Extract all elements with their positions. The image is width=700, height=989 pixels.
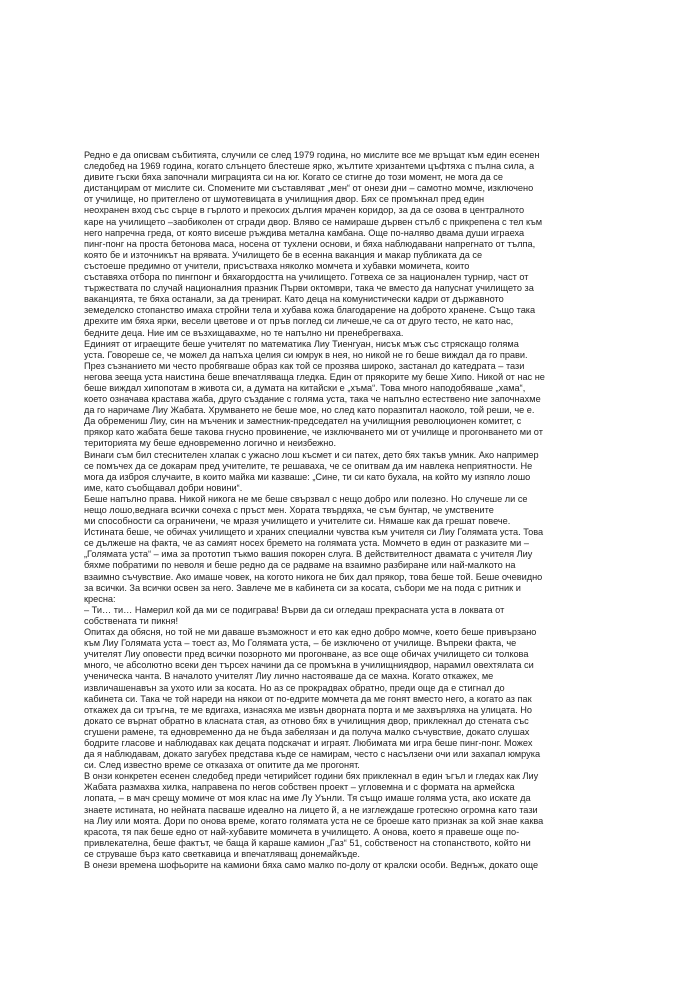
text-line: „Голямата уста“ – има за прототип тъкмо вашия покорен слуга. В действителност двамата с учителя Лиу bbox=[84, 549, 533, 560]
text-line: която бе и източникът на врявата. Училището бе в есенна ваканция и макар публиката да се bbox=[84, 249, 483, 260]
text-line: Единият от играещите беше учителят по математика Лиу Тиенгуан, нисък мъж със стряскащо голяма bbox=[84, 338, 519, 349]
text-line: ваканцията, те бяха останали, за да тренират. Като деца на комунистически кадри от държавното bbox=[84, 294, 504, 305]
text-line: много, че абсолютно всеки ден търсех начини да се промъкна в училищниядвор, нарамил овехтялата си bbox=[84, 660, 534, 671]
text-line: дистанцирам от мислите си. Спомените ми съставляват „мен“ от онези дни – самотно момче, изключено bbox=[84, 183, 534, 194]
text-line: съставяха отбора по пингпонг и бяхагордостта на училището. Готвеха се за национален турнир, част от bbox=[84, 272, 529, 283]
text-line: Опитах да обясня, но той не ми даваше възможност и ето как едно добро момче, което беше привързано bbox=[84, 627, 537, 638]
text-line: на Лиу или моята. Дори по онова време, когато голямата уста не се броеше като признак за кой знае каква bbox=[84, 815, 544, 826]
text-line: кабинета си. Така че той нареди на някои от по-едрите момчета да ме гонят вместо него, а когато аз пак bbox=[84, 693, 532, 704]
text-line: ученическа чанта. В началото учителят Лиу лично настояваше да се махна. Когато откажех, ме bbox=[84, 671, 494, 682]
text-line: неохранен вход със сърце в гърлото и прекосих дългия мрачен коридор, за да се озова в централното bbox=[84, 205, 525, 216]
text-line: Да обремениш Лиу, син на мъченик и заместник-председател на училищния революционен комитет, с bbox=[84, 416, 522, 427]
text-line: земеделско стопанство имаха стройни тела и хубава кожа благодарение на доброто хранене. Също така bbox=[84, 305, 536, 316]
text-line: Беше напълно права. Никой никога не ме беше свързвал с нещо добро или полезно. Но случеше ли се bbox=[84, 493, 528, 504]
text-line: ми способности са ограничени, че мразя училището и учителите си. Нямаше как да грешат повече. bbox=[84, 516, 511, 527]
text-line: привлекателна, беше фактът, че баща й караше камион „Газ“ 51, собственост на стопанството, който ни bbox=[84, 837, 531, 848]
text-line: за всички. За всички освен за него. Завлече ме в кабинета си за косата, събори ме на пода с ритник и bbox=[84, 582, 521, 593]
text-line: прякор като жабата беше такова гнусно провинение, че изключването ми от училище и прогонването ми от bbox=[84, 427, 543, 438]
text-line: име, като съобщавал добри новини“. bbox=[84, 482, 243, 493]
text-line: каре на училището –заобиколен от сгради двор. Вляво се намираше дървен стълб с прикрепена с тел към bbox=[84, 216, 543, 227]
text-line: откажех да си тръгна, те ме вдигаха, изнасяха ме извън дворната порта и ме захвърляха на улицата. Но bbox=[84, 704, 533, 715]
text-line: красота, тя пак беше едно от най-хубавите момичета в училището. А онова, което я правеше още по- bbox=[84, 826, 520, 837]
text-line: дивите гъски бяха започнали миграцията си на юг. Когато се стигне до този момент, не мога да се bbox=[84, 172, 503, 183]
text-line: Жабата размахва хилка, направена по негов собствен проект – угловемна и с формата на армейска bbox=[84, 782, 515, 793]
text-line: взаимно съчувствие. Ако имаше човек, на когото никога не бих дал прякор, това беше той. Беше очевидно bbox=[84, 571, 543, 582]
text-line: негова зееща уста наистина беше впечатляваща гледка. Един от прякорите му беше Хипо. Никой от нас не bbox=[84, 371, 545, 382]
text-line: да го наричаме Лиу Жабата. Хрумването не беше мое, но след като поразпитал наоколо, той реши, че е. bbox=[84, 405, 535, 416]
text-line: В онзи конкретен есенен следобед преди четирийсет години бях приклекнал в един ъгъл и гледах как Лиу bbox=[84, 771, 539, 782]
text-line: През съзнанието ми често пробягваше образ как той се прозява широко, застанал до катедрата – тази bbox=[84, 360, 525, 371]
text-line: бедните деца. Ние им се възхищавахме, но те напълно ни пренебрегваха. bbox=[84, 327, 404, 338]
text-line: мога да изброя случаите, в които майка ми казваше: „Сине, ти си като бухала, на който му изпяло лошо bbox=[84, 471, 531, 482]
text-line: беше виждал хипопотам в живота си, а думата на китайски е „хъма“. Това много наподобяваше „хама“, bbox=[84, 382, 526, 393]
text-line: докато се върнат обратно в класната стая, аз отново бях в училищния двор, приклекнал до стената със bbox=[84, 715, 529, 726]
text-line: се дължеше на факта, че аз самият носех бремето на голямата уста. Момчето в един от разказите ми – bbox=[84, 538, 529, 549]
body-text bbox=[84, 150, 616, 871]
text-line: уста. Говореше се, че можел да напъха целия си юмрук в нея, но никой не го беше виждал да го прави. bbox=[84, 349, 528, 360]
text-line: пинг-понг на проста бетонова маса, носена от тухлени основи, и бяха наблюдавани напрегнато от тълпа, bbox=[84, 238, 536, 249]
text-line: сгушени рамене, та едновременно да не бъда забелязан и да получа малко съчувствие, докато слушах bbox=[84, 726, 530, 737]
text-line: Редно е да опиcвам събитията, случили се след 1979 година, но мислите все ме връщат към един есенен bbox=[84, 150, 540, 160]
text-line: него напречна греда, от която висеше ръждива метална камбана. Още по-наляво двама души играеха bbox=[84, 227, 525, 238]
text-line: бяхме побратими по неволя и беше редно да се радваме на взаимно разбиране или най-малкото на bbox=[84, 560, 516, 571]
text-line: собствената ти пикня! bbox=[84, 615, 179, 626]
text-line: – Ти… ти… Намерил кой да ми се подиграва! Върви да си огледаш прекрасната уста в локвата от bbox=[84, 604, 505, 615]
text-line: нещо лошо,веднага всички сочеха с пръст мен. Хората твърдяха, че съм бунтар, че умствените bbox=[84, 505, 494, 515]
text-line: да я наблюдавам, докато загубех представа къде се намирам, често с насълзени очи или захапал юмрука bbox=[84, 749, 541, 760]
text-line: знаете истината, но нейната пасваше идеално на лицето й, а не изглеждаше гротескно огромна като тази bbox=[84, 804, 538, 815]
text-line: бодрите гласове и наблюдавах как децата подскачат и играят. Любимата ми игра беше пинг-понг. Можех bbox=[84, 737, 533, 748]
text-line: си. След известно време се отказаха от опитите да ме прогонят. bbox=[84, 760, 360, 771]
text-line: следобед на 1969 година, когато слънцето блестеше ярко, жълтите хризантеми цъфтяха с пълна сила, а bbox=[84, 161, 535, 172]
text-line: Винаги съм бил стеснителен хлапак с ужасно лош късмет и си патех, дето бях такъв умник. Ако например bbox=[84, 449, 539, 460]
text-line: учителят Лиу оповести пред всички позорното ми прогонване, аз все още обичах училището си толкова bbox=[84, 649, 529, 660]
text-line: което означава крастава жаба, друго създание с голяма уста, така че напълно естествено ние започнахме bbox=[84, 394, 541, 405]
text-line: тържествата по случай националния празник Първи октомври, така че вместо да напуснат училището за bbox=[84, 283, 534, 294]
text-line: състоеше предимно от учители, присъстваха няколко момчета и хубавки момичета, които bbox=[84, 260, 470, 271]
text-line: В онези времена шофьорите на камиони бяха само малко по-долу от кралски особи. Веднъж, докато още bbox=[84, 860, 539, 870]
text-line: от училище, но притеглено от шумотевицата в училищния двор. Бях се промъкнал пред един bbox=[84, 194, 485, 205]
text-line: лопата, – в мач срещу момиче от моя клас на име Лу Уънли. Тя също имаше голяма уста, ако искате да bbox=[84, 793, 531, 804]
text-line: към Лиу Голямата уста – тоест аз, Мо Голямата уста, – бе изключено от училище. Въпреки факта, че bbox=[84, 638, 517, 649]
text-line: се помъчех да се докарам пред учителите, те решаваха, че се опитвам да им навлека неприятности. Не bbox=[84, 460, 533, 471]
text-line: се струваше бърз като светкавица и впечатляващ донемайкъде. bbox=[84, 848, 360, 859]
text-line: територията му беше едновременно логично и неизбежно. bbox=[84, 438, 337, 449]
text-line: извличашенавън за ухото или за косата. Но аз се прокрадвах обратно, преди още да е стигнал до bbox=[84, 682, 505, 693]
text-line: Истината беше, че обичах училището и храних специални чувства към учителя си Лиу Голямата уста. Това bbox=[84, 527, 544, 538]
text-line: дрехите им бяха ярки, весели цветове и от пръв поглед си личеше,че са от друго тесто, не като нас, bbox=[84, 316, 514, 327]
text-line: кресна: bbox=[84, 593, 116, 604]
